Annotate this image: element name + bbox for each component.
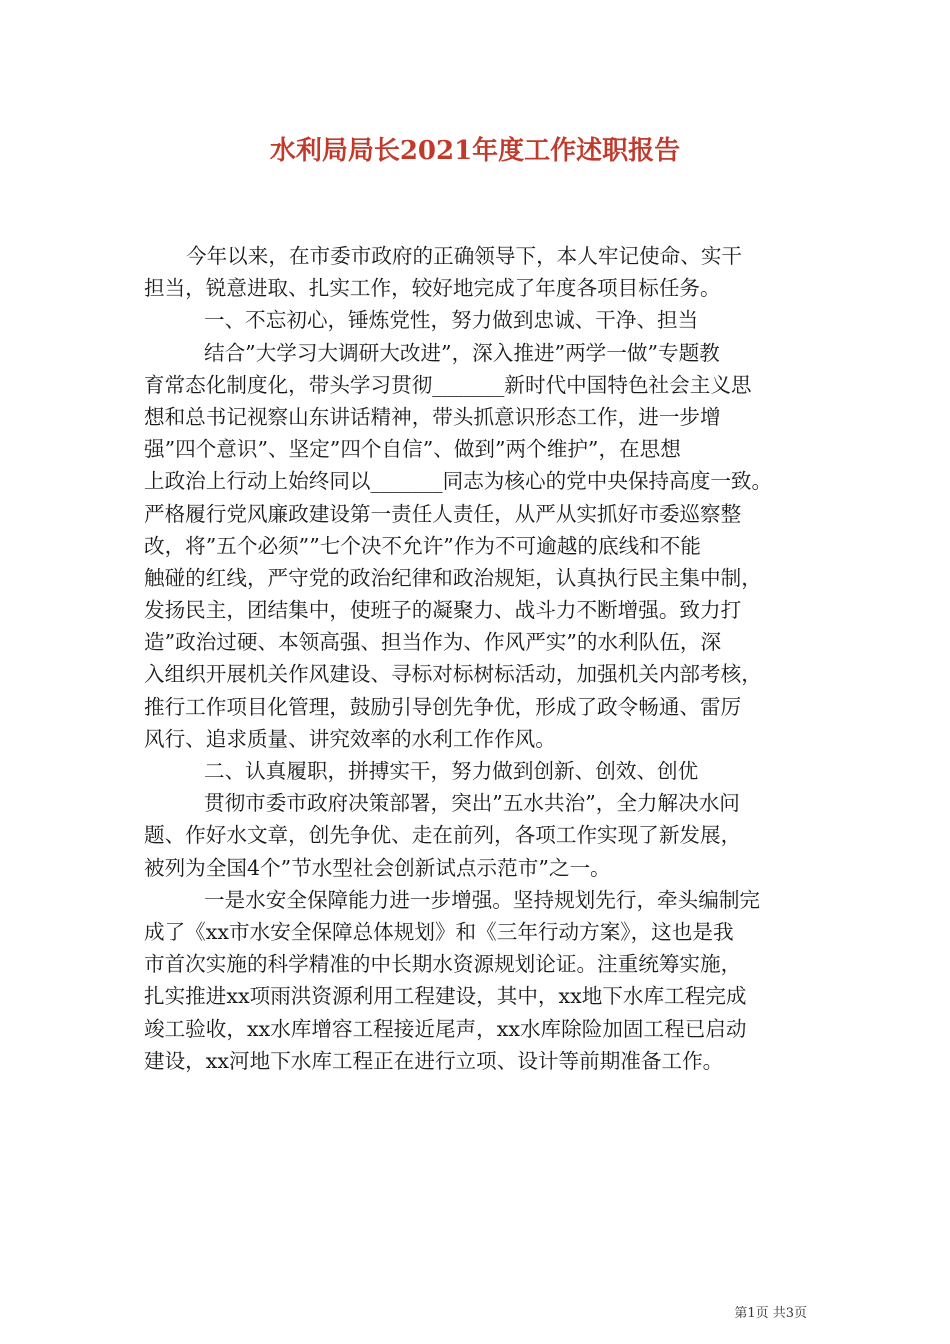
paragraph-line: 上政治上行动上始终同以_______同志为核心的党中央保持高度一致。 [144, 469, 773, 494]
paragraph-line: 严格履行党风廉政建设第一责任人责任，从严从实抓好市委巡察整 [144, 501, 742, 526]
paragraph-line: 题、作好水文章，创先争优、走在前列，各项工作实现了新发展， [144, 823, 742, 848]
paragraph-line: 想和总书记视察山东讲话精神，带头抓意识形态工作，进一步增 [144, 404, 721, 429]
page-number: 第1页 共3页 [734, 1306, 807, 1321]
paragraph-line: 入组织开展机关作风建设、寻标对标树标活动，加强机关内部考核， [144, 662, 762, 687]
paragraph-line: 推行工作项目化管理，鼓励引导创先争优，形成了政令畅通、雷厉 [144, 694, 742, 719]
section-heading: 二、认真履职，拼搏实干，努力做到创新、创效、创优 [204, 759, 699, 783]
paragraph-line: 发扬民主，团结集中，使班子的凝聚力、战斗力不断增强。致力打 [144, 598, 742, 623]
paragraph-line: 今年以来，在市委市政府的正确领导下，本人牢记使命、实干 [186, 244, 743, 268]
paragraph-line: 竣工验收，xx水库增容工程接近尾声，xx水库除险加固工程已启动 [144, 1016, 747, 1041]
document-body [144, 240, 812, 1077]
paragraph-line: 一是水安全保障能力进一步增强。坚持规划先行，牵头编制完 [204, 887, 761, 912]
paragraph-line: 市首次实施的科学精准的中长期水资源规划论证。注重统筹实施， [144, 952, 742, 977]
section-heading: 一、不忘初心，锤炼党性，努力做到忠诚、干净、担当 [204, 308, 699, 333]
paragraph-line: 成了《xx市水安全保障总体规划》和《三年行动方案》，这也是我 [144, 919, 734, 944]
paragraph-line: 强”四个意识”、坚定”四个自信”、做到”两个维护”，在思想 [144, 437, 681, 462]
paragraph-line: 建设，xx河地下水库工程正在进行立项、设计等前期准备工作。 [144, 1048, 724, 1073]
paragraph-line: 贯彻市委市政府决策部署，突出”五水共治”，全力解决水问 [204, 791, 740, 816]
paragraph-line: 扎实推进xx项雨洪资源利用工程建设，其中，xx地下水库工程完成 [144, 984, 747, 1009]
paragraph-line: 造”政治过硬、本领高强、担当作为、作风严实”的水利队伍，深 [144, 630, 722, 655]
paragraph-line: 触碰的红线，严守党的政治纪律和政治规矩，认真执行民主集中制， [144, 565, 762, 590]
paragraph-line: 改，将”五个必须””七个决不允许”作为不可逾越的底线和不能 [144, 533, 701, 558]
document-title: 水利局局长2021年度工作述职报告 [269, 136, 681, 166]
paragraph-line: 担当，锐意进取、扎实工作，较好地完成了年度各项目标任务。 [144, 276, 721, 301]
paragraph-line: 风行、追求质量、讲究效率的水利工作作风。 [144, 726, 556, 751]
paragraph-line: 结合”大学习大调研大改进”，深入推进”两学一做”专题教 [204, 340, 720, 365]
paragraph-line: 育常态化制度化，带头学习贯彻_______新时代中国特色社会主义思 [144, 372, 752, 397]
paragraph-line: 被列为全国4个”节水型社会创新试点示范市”之一。 [144, 855, 611, 880]
